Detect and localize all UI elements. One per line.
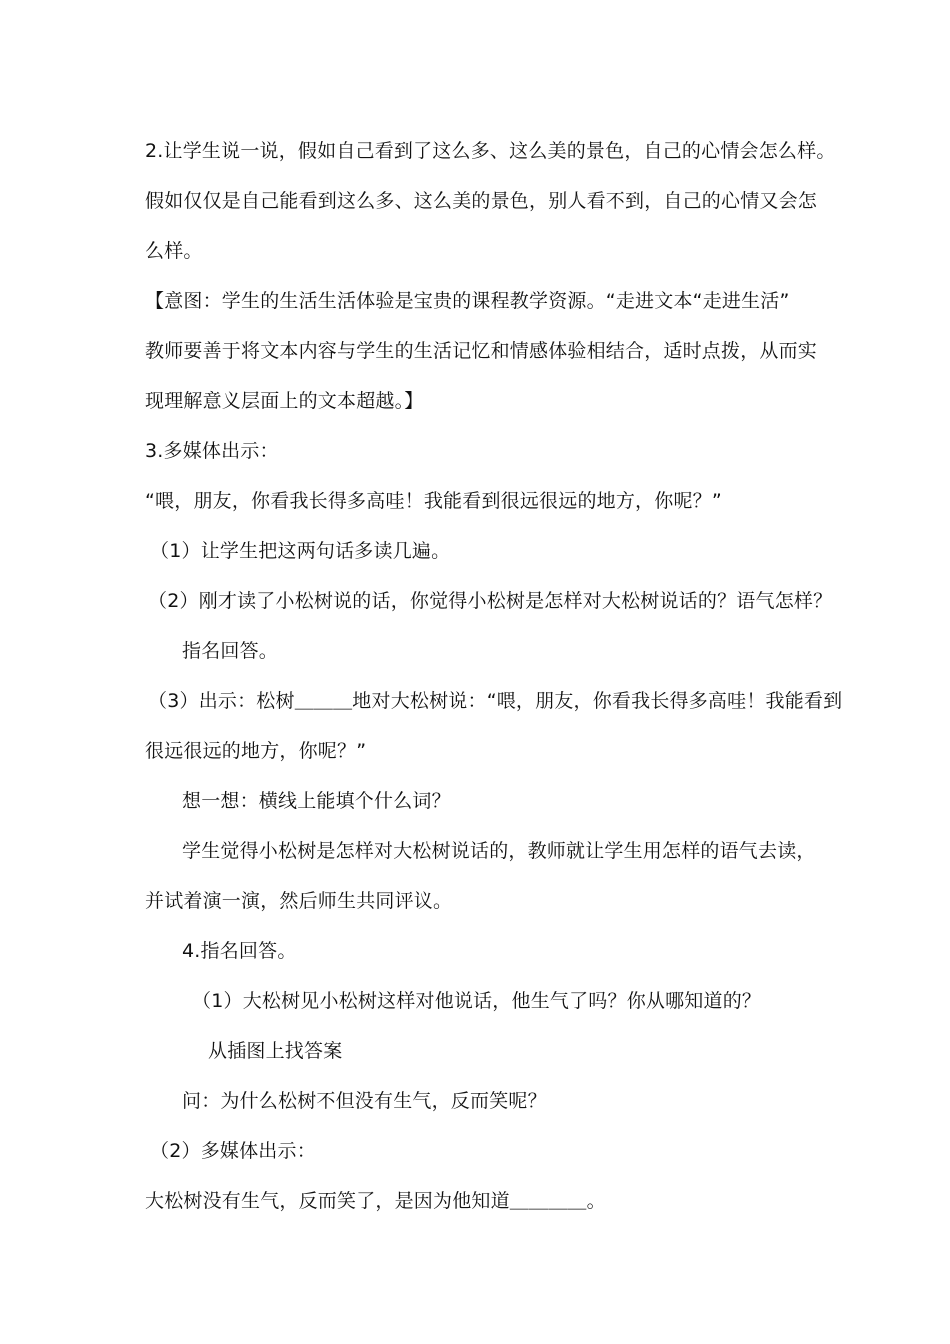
intent-note-line: 教师要善于将文本内容与学生的生活记忆和情感体验相结合，适时点拨，从而实 xyxy=(145,340,818,362)
list-item: （2）刚才读了小松树说的话，你觉得小松树是怎样对大松树说话的？语气怎样？ xyxy=(148,590,833,612)
intent-note-line: 现理解意义层面上的文本超越。】 xyxy=(145,390,424,412)
paragraph-line: 问：为什么松树不但没有生气，反而笑呢？ xyxy=(182,1090,547,1112)
list-item: （1）让学生把这两句话多读几遍。 xyxy=(150,540,451,562)
paragraph-line: 学生觉得小松树是怎样对大松树说话的，教师就让学生用怎样的语气去读， xyxy=(182,840,816,862)
paragraph-line: 么样。 xyxy=(145,240,203,262)
paragraph-line: 从插图上找答案 xyxy=(208,1040,343,1062)
paragraph-line: 并试着演一演，然后师生共同评议。 xyxy=(145,890,453,912)
paragraph-line: 假如仅仅是自己能看到这么多、这么美的景色，别人看不到，自己的心情又会怎 xyxy=(145,190,818,212)
quote-line: “喂，朋友，你看我长得多高哇！我能看到很远很远的地方，你呢？” xyxy=(145,490,722,512)
paragraph-line: 2.让学生说一说，假如自己看到了这么多、这么美的景色，自己的心情会怎么样。 xyxy=(145,140,836,162)
paragraph-line: 大松树没有生气，反而笑了，是因为他知道＿＿＿＿。 xyxy=(145,1190,606,1212)
list-item: （1）大松树见小松树这样对他说话，他生气了吗？你从哪知道的？ xyxy=(192,990,762,1012)
paragraph-line: 很远很远的地方，你呢？” xyxy=(145,740,367,762)
paragraph-line: 指名回答。 xyxy=(182,640,279,662)
paragraph-line: 想一想：横线上能填个什么词？ xyxy=(182,790,451,812)
section-heading: 4.指名回答。 xyxy=(182,940,297,962)
list-item: （3）出示：松树＿＿＿地对大松树说：“喂，朋友，你看我长得多高哇！我能看到 xyxy=(148,690,843,712)
list-item: （2）多媒体出示： xyxy=(150,1140,316,1162)
intent-note-line: 【意图：学生的生活生活体验是宝贵的课程教学资源。“走进文本“走进生活” xyxy=(145,290,790,312)
section-heading: 3.多媒体出示： xyxy=(145,440,279,462)
